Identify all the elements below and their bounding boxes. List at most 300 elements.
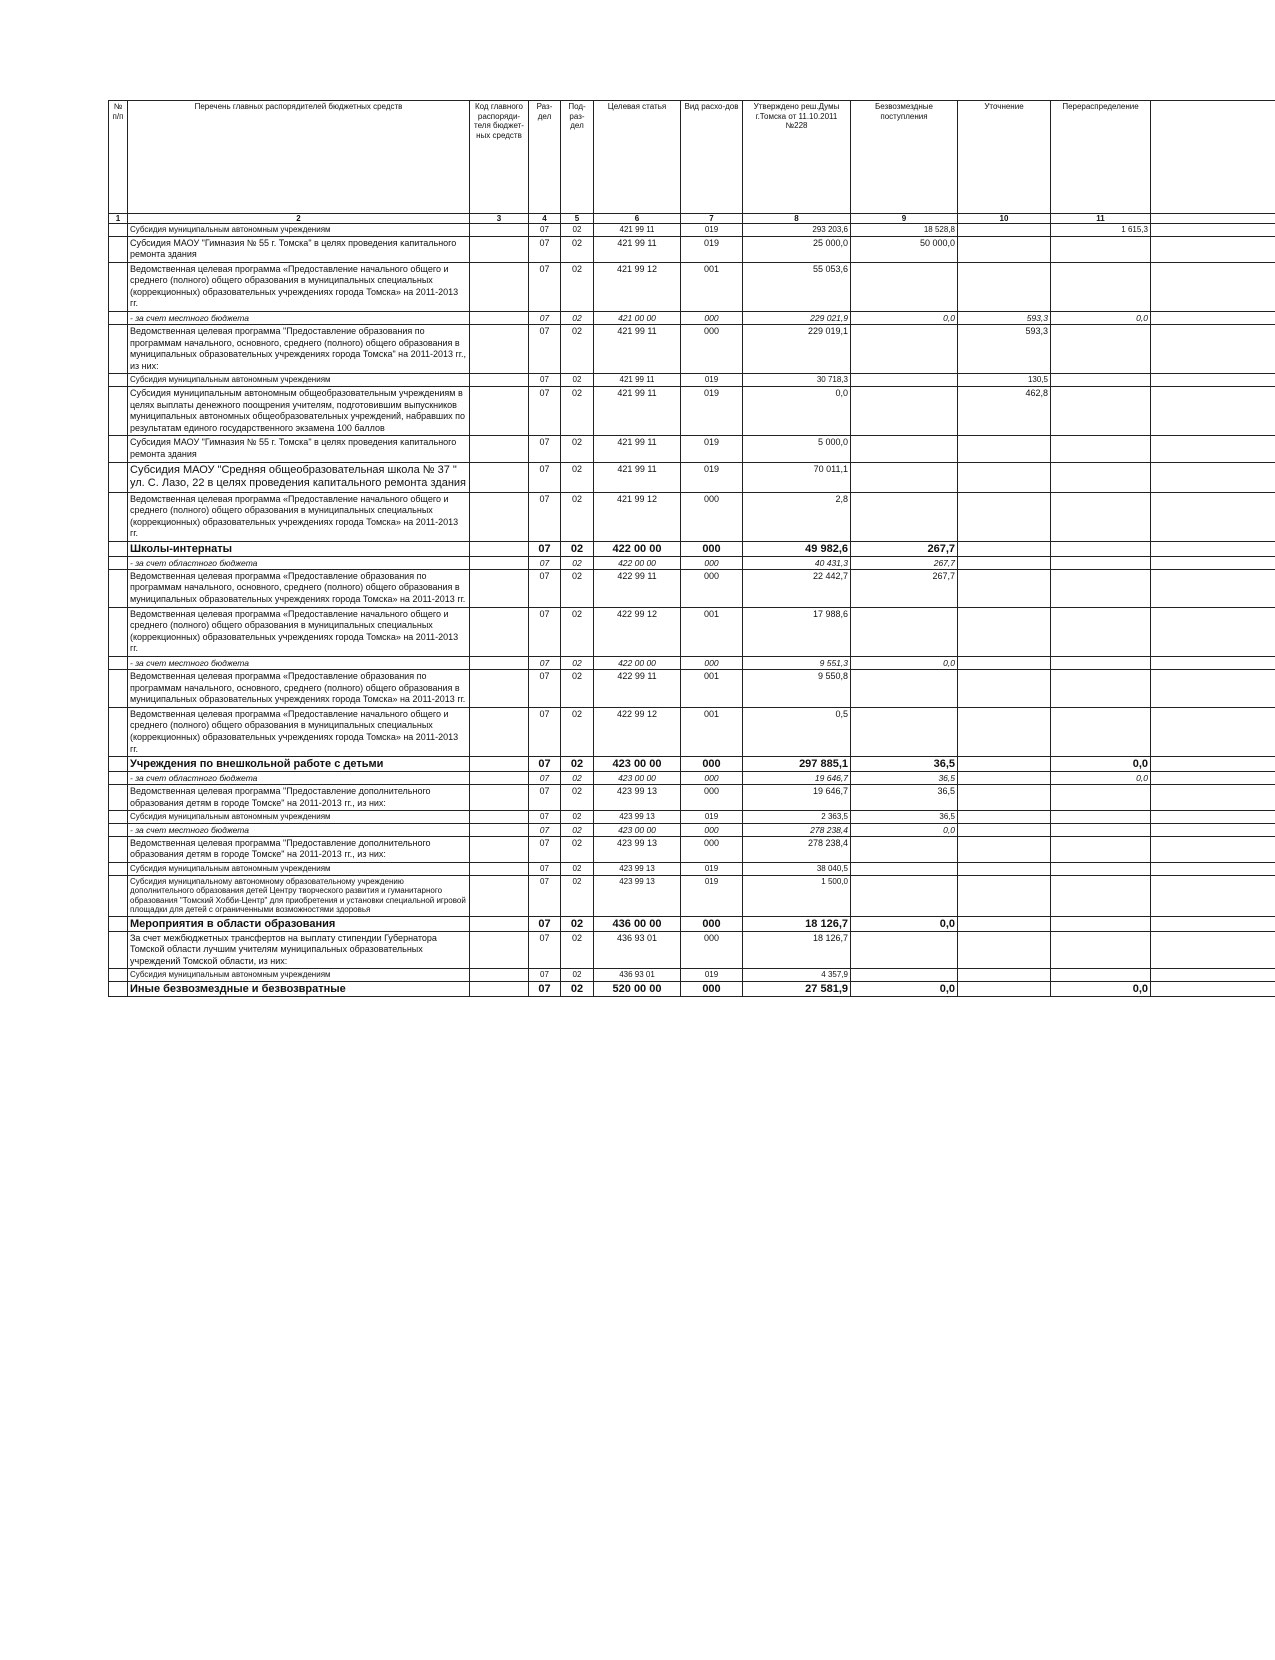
- row-target-article: 520 00 00: [594, 981, 681, 996]
- row-podrazdel: 02: [561, 569, 594, 607]
- column-number: 3: [470, 214, 529, 224]
- row-refinement: 593,3: [958, 312, 1051, 325]
- row-refinement: [958, 462, 1051, 492]
- row-target-article: 423 00 00: [594, 772, 681, 785]
- row-razdel: 07: [529, 670, 561, 708]
- row-code: [470, 462, 529, 492]
- row-number-cell: [109, 312, 128, 325]
- row-gratuitous: [851, 836, 958, 862]
- table-row: [109, 607, 1275, 656]
- row-refinement: [958, 607, 1051, 656]
- row-podrazdel: 02: [561, 374, 594, 387]
- column-number: 2: [128, 214, 470, 224]
- row-number-cell: [109, 224, 128, 237]
- row-target-article: 423 00 00: [594, 823, 681, 836]
- row-razdel: 07: [529, 492, 561, 541]
- row-name: Субсидия МАОУ "Гимназия № 55 г. Томска" в целях проведения капитального ремонта здания: [128, 436, 470, 462]
- row-name: Школы-интернаты: [128, 541, 470, 556]
- table-row: [109, 981, 1275, 996]
- row-refinement: [958, 931, 1051, 969]
- row-number-cell: [109, 492, 128, 541]
- row-gratuitous: [851, 670, 958, 708]
- row-gratuitous: [851, 462, 958, 492]
- row-target-article: 421 99 12: [594, 262, 681, 311]
- row-extra: [1151, 492, 1275, 541]
- row-razdel: 07: [529, 981, 561, 996]
- row-gratuitous: [851, 931, 958, 969]
- row-razdel: 07: [529, 236, 561, 262]
- row-gratuitous: 267,7: [851, 569, 958, 607]
- row-name: - за счет местного бюджета: [128, 657, 470, 670]
- row-podrazdel: 02: [561, 785, 594, 811]
- row-approved: 38 040,5: [743, 863, 851, 876]
- row-extra: [1151, 262, 1275, 311]
- row-expense-type: 000: [681, 836, 743, 862]
- row-code: [470, 863, 529, 876]
- row-redistribution: [1051, 785, 1151, 811]
- row-code: [470, 657, 529, 670]
- row-refinement: [958, 863, 1051, 876]
- row-razdel: 07: [529, 607, 561, 656]
- table-row: [109, 875, 1275, 916]
- column-number-row: [109, 214, 1275, 224]
- row-extra: [1151, 757, 1275, 772]
- budget-table: [108, 100, 1275, 997]
- row-number-cell: [109, 757, 128, 772]
- row-gratuitous: 0,0: [851, 657, 958, 670]
- row-refinement: [958, 757, 1051, 772]
- header-list: Перечень главных распорядителей бюджетных средств: [128, 101, 470, 214]
- row-target-article: 422 99 12: [594, 707, 681, 756]
- row-approved: 5 000,0: [743, 436, 851, 462]
- row-number-cell: [109, 836, 128, 862]
- table-row: [109, 541, 1275, 556]
- row-number-cell: [109, 325, 128, 374]
- row-refinement: [958, 981, 1051, 996]
- budget-table-body: [109, 224, 1275, 997]
- row-number-cell: [109, 981, 128, 996]
- row-name: За счет межбюджетных трансфертов на выплату стипендии Губернатора Томской области лучшим учителям муниципальных образовательных учреждений Томской области, из них:: [128, 931, 470, 969]
- row-name: Субсидия муниципальным автономным общеобразовательным учреждениям в целях выплаты денежного поощрения учителям, подготовившим выпускников муниципальных автономных общеобразовательных учреждений, набравших по результатам единого государственного экзамена 100 баллов: [128, 386, 470, 435]
- row-gratuitous: 50 000,0: [851, 236, 958, 262]
- row-approved: 55 053,6: [743, 262, 851, 311]
- table-row: [109, 569, 1275, 607]
- table-row: [109, 312, 1275, 325]
- table-row: [109, 262, 1275, 311]
- row-podrazdel: 02: [561, 875, 594, 916]
- row-target-article: 423 99 13: [594, 863, 681, 876]
- table-row: [109, 785, 1275, 811]
- row-gratuitous: [851, 969, 958, 982]
- row-refinement: [958, 262, 1051, 311]
- column-number: 6: [594, 214, 681, 224]
- row-name: Субсидия муниципальным автономным учреждениям: [128, 374, 470, 387]
- row-approved: 229 019,1: [743, 325, 851, 374]
- row-refinement: 130,5: [958, 374, 1051, 387]
- row-name: - за счет местного бюджета: [128, 823, 470, 836]
- row-gratuitous: 0,0: [851, 916, 958, 931]
- row-gratuitous: 36,5: [851, 785, 958, 811]
- row-code: [470, 541, 529, 556]
- row-razdel: 07: [529, 772, 561, 785]
- row-podrazdel: 02: [561, 863, 594, 876]
- row-number-cell: [109, 969, 128, 982]
- row-code: [470, 670, 529, 708]
- row-approved: 278 238,4: [743, 836, 851, 862]
- row-code: [470, 236, 529, 262]
- row-gratuitous: 18 528,8: [851, 224, 958, 237]
- table-row: [109, 374, 1275, 387]
- row-refinement: [958, 657, 1051, 670]
- row-expense-type: 019: [681, 969, 743, 982]
- row-extra: [1151, 875, 1275, 916]
- row-number-cell: [109, 707, 128, 756]
- row-number-cell: [109, 931, 128, 969]
- table-row: [109, 670, 1275, 708]
- row-redistribution: [1051, 707, 1151, 756]
- row-extra: [1151, 707, 1275, 756]
- row-gratuitous: 36,5: [851, 772, 958, 785]
- row-target-article: 421 99 11: [594, 236, 681, 262]
- row-gratuitous: 267,7: [851, 556, 958, 569]
- row-podrazdel: 02: [561, 836, 594, 862]
- row-razdel: 07: [529, 823, 561, 836]
- table-row: [109, 462, 1275, 492]
- row-podrazdel: 02: [561, 969, 594, 982]
- row-target-article: 436 00 00: [594, 916, 681, 931]
- row-code: [470, 757, 529, 772]
- table-row: [109, 969, 1275, 982]
- row-code: [470, 556, 529, 569]
- table-row: [109, 772, 1275, 785]
- row-number-cell: [109, 823, 128, 836]
- row-redistribution: [1051, 863, 1151, 876]
- row-redistribution: [1051, 916, 1151, 931]
- row-redistribution: [1051, 374, 1151, 387]
- table-row: [109, 916, 1275, 931]
- row-extra: [1151, 931, 1275, 969]
- table-row: [109, 811, 1275, 824]
- row-redistribution: [1051, 541, 1151, 556]
- row-expense-type: 000: [681, 541, 743, 556]
- row-refinement: [958, 492, 1051, 541]
- row-extra: [1151, 436, 1275, 462]
- row-number-cell: [109, 374, 128, 387]
- row-redistribution: [1051, 607, 1151, 656]
- row-extra: [1151, 969, 1275, 982]
- row-refinement: 462,8: [958, 386, 1051, 435]
- row-podrazdel: 02: [561, 811, 594, 824]
- row-approved: 22 442,7: [743, 569, 851, 607]
- row-code: [470, 969, 529, 982]
- header-target-article: Целевая статья: [594, 101, 681, 214]
- row-refinement: [958, 811, 1051, 824]
- column-number: 5: [561, 214, 594, 224]
- header-redistribution: Перераспределение: [1051, 101, 1151, 214]
- table-row: [109, 325, 1275, 374]
- row-number-cell: [109, 811, 128, 824]
- row-extra: [1151, 657, 1275, 670]
- row-gratuitous: 0,0: [851, 312, 958, 325]
- row-approved: 2,8: [743, 492, 851, 541]
- row-expense-type: 000: [681, 823, 743, 836]
- row-gratuitous: [851, 374, 958, 387]
- row-gratuitous: [851, 492, 958, 541]
- row-redistribution: [1051, 436, 1151, 462]
- row-podrazdel: 02: [561, 916, 594, 931]
- row-approved: 49 982,6: [743, 541, 851, 556]
- row-refinement: [958, 785, 1051, 811]
- row-target-article: 422 99 11: [594, 569, 681, 607]
- row-approved: 2 363,5: [743, 811, 851, 824]
- row-razdel: 07: [529, 312, 561, 325]
- header-code: Код главного распоряди-теля бюджет-ных средств: [470, 101, 529, 214]
- row-redistribution: [1051, 875, 1151, 916]
- row-expense-type: 019: [681, 863, 743, 876]
- row-expense-type: 000: [681, 312, 743, 325]
- table-row: [109, 823, 1275, 836]
- row-approved: 70 011,1: [743, 462, 851, 492]
- row-expense-type: 019: [681, 462, 743, 492]
- row-refinement: [958, 836, 1051, 862]
- row-approved: 25 000,0: [743, 236, 851, 262]
- header-row: [109, 101, 1275, 214]
- row-name: - за счет областного бюджета: [128, 556, 470, 569]
- row-extra: [1151, 785, 1275, 811]
- row-target-article: 421 99 11: [594, 436, 681, 462]
- row-expense-type: 019: [681, 224, 743, 237]
- row-approved: 27 581,9: [743, 981, 851, 996]
- row-redistribution: [1051, 262, 1151, 311]
- row-code: [470, 374, 529, 387]
- row-code: [470, 875, 529, 916]
- row-number-cell: [109, 569, 128, 607]
- row-refinement: [958, 436, 1051, 462]
- row-razdel: 07: [529, 262, 561, 311]
- row-podrazdel: 02: [561, 462, 594, 492]
- row-razdel: 07: [529, 436, 561, 462]
- row-podrazdel: 02: [561, 607, 594, 656]
- row-approved: 19 646,7: [743, 772, 851, 785]
- table-row: [109, 236, 1275, 262]
- row-refinement: [958, 556, 1051, 569]
- row-target-article: 421 99 11: [594, 325, 681, 374]
- row-razdel: 07: [529, 757, 561, 772]
- row-extra: [1151, 811, 1275, 824]
- row-razdel: 07: [529, 224, 561, 237]
- row-redistribution: [1051, 386, 1151, 435]
- row-name: Учреждения по внешкольной работе с детьми: [128, 757, 470, 772]
- row-target-article: 423 99 13: [594, 785, 681, 811]
- row-expense-type: 000: [681, 325, 743, 374]
- row-podrazdel: 02: [561, 823, 594, 836]
- row-code: [470, 772, 529, 785]
- row-redistribution: 0,0: [1051, 981, 1151, 996]
- row-expense-type: 019: [681, 386, 743, 435]
- table-row: [109, 224, 1275, 237]
- row-razdel: 07: [529, 569, 561, 607]
- row-refinement: [958, 969, 1051, 982]
- row-redistribution: [1051, 823, 1151, 836]
- row-target-article: 436 93 01: [594, 931, 681, 969]
- row-podrazdel: 02: [561, 436, 594, 462]
- row-number-cell: [109, 541, 128, 556]
- row-razdel: 07: [529, 556, 561, 569]
- row-refinement: [958, 916, 1051, 931]
- row-refinement: [958, 707, 1051, 756]
- row-target-article: 422 00 00: [594, 556, 681, 569]
- row-expense-type: 000: [681, 492, 743, 541]
- row-razdel: 07: [529, 657, 561, 670]
- row-approved: 278 238,4: [743, 823, 851, 836]
- row-razdel: 07: [529, 707, 561, 756]
- row-gratuitous: [851, 875, 958, 916]
- row-extra: [1151, 836, 1275, 862]
- row-razdel: 07: [529, 916, 561, 931]
- row-approved: 18 126,7: [743, 916, 851, 931]
- row-expense-type: 001: [681, 670, 743, 708]
- row-razdel: 07: [529, 462, 561, 492]
- row-name: Ведомственная целевая программа «Предоставление начального общего и среднего (полного) общего образования в муниципальных специальных (коррекционных) образовательных учреждениях города Томска» на 2011-2013 гг.: [128, 707, 470, 756]
- row-podrazdel: 02: [561, 707, 594, 756]
- row-approved: 30 718,3: [743, 374, 851, 387]
- row-expense-type: 000: [681, 569, 743, 607]
- header-refinement: Уточнение: [958, 101, 1051, 214]
- row-name: Субсидия МАОУ "Гимназия № 55 г. Томска" в целях проведения капитального ремонта здания: [128, 236, 470, 262]
- row-gratuitous: 36,5: [851, 757, 958, 772]
- row-expense-type: 000: [681, 931, 743, 969]
- row-redistribution: 0,0: [1051, 312, 1151, 325]
- row-code: [470, 569, 529, 607]
- row-code: [470, 436, 529, 462]
- row-redistribution: [1051, 969, 1151, 982]
- row-approved: 18 126,7: [743, 931, 851, 969]
- row-redistribution: [1051, 325, 1151, 374]
- header-razdel: Раз-дел: [529, 101, 561, 214]
- table-row: [109, 657, 1275, 670]
- row-name: Мероприятия в области образования: [128, 916, 470, 931]
- row-code: [470, 823, 529, 836]
- row-podrazdel: 02: [561, 312, 594, 325]
- row-target-article: 421 99 11: [594, 386, 681, 435]
- row-podrazdel: 02: [561, 224, 594, 237]
- row-name: Ведомственная целевая программа «Предоставление начального общего и среднего (полного) общего образования в муниципальных специальных (коррекционных) образовательных учреждениях города Томска» на 2011-2013 гг.: [128, 492, 470, 541]
- row-extra: [1151, 556, 1275, 569]
- table-row: [109, 386, 1275, 435]
- row-number-cell: [109, 785, 128, 811]
- row-expense-type: 019: [681, 811, 743, 824]
- row-target-article: 421 99 12: [594, 492, 681, 541]
- row-refinement: [958, 875, 1051, 916]
- column-number: [1151, 214, 1275, 224]
- column-number: 7: [681, 214, 743, 224]
- row-number-cell: [109, 916, 128, 931]
- row-approved: 4 357,9: [743, 969, 851, 982]
- row-gratuitous: 0,0: [851, 981, 958, 996]
- row-name: Субсидия МАОУ "Средняя общеобразовательная школа № 37 " ул. С. Лазо, 22 в целях проведения капитального ремонта здания: [128, 462, 470, 492]
- row-podrazdel: 02: [561, 236, 594, 262]
- row-extra: [1151, 312, 1275, 325]
- row-approved: 1 500,0: [743, 875, 851, 916]
- row-name: Ведомственная целевая программа "Предоставление образования по программам начального, основного, среднего (полного) общего образования в муниципальных образовательных учреждениях города Томска" на 2011-2013 гг., из них:: [128, 325, 470, 374]
- row-code: [470, 981, 529, 996]
- header-approved: Утверждено реш.Думы г.Томска от 11.10.2011 №228: [743, 101, 851, 214]
- row-razdel: 07: [529, 325, 561, 374]
- row-name: Ведомственная целевая программа «Предоставление начального общего и среднего (полного) общего образования в муниципальных специальных (коррекционных) образовательных учреждениях города Томска» на 2011-2013 гг.: [128, 607, 470, 656]
- row-approved: 0,0: [743, 386, 851, 435]
- row-number-cell: [109, 863, 128, 876]
- row-gratuitous: 36,5: [851, 811, 958, 824]
- row-extra: [1151, 863, 1275, 876]
- row-number-cell: [109, 875, 128, 916]
- row-refinement: 593,3: [958, 325, 1051, 374]
- row-name: Субсидия муниципальным автономным учреждениям: [128, 224, 470, 237]
- row-refinement: [958, 772, 1051, 785]
- row-approved: 297 885,1: [743, 757, 851, 772]
- row-razdel: 07: [529, 541, 561, 556]
- row-name: Ведомственная целевая программа «Предоставление начального общего и среднего (полного) общего образования в муниципальных специальных (коррекционных) образовательных учреждениях города Томска» на 2011-2013 гг.: [128, 262, 470, 311]
- row-refinement: [958, 823, 1051, 836]
- row-code: [470, 811, 529, 824]
- row-podrazdel: 02: [561, 757, 594, 772]
- row-name: Ведомственная целевая программа «Предоставление образования по программам начального, основного, среднего (полного) общего образования в муниципальных образовательных учреждениях города Томска» на 2011-2013 гг.: [128, 569, 470, 607]
- row-extra: [1151, 374, 1275, 387]
- table-row: [109, 863, 1275, 876]
- row-code: [470, 707, 529, 756]
- row-target-article: 421 99 11: [594, 374, 681, 387]
- row-code: [470, 916, 529, 931]
- row-extra: [1151, 670, 1275, 708]
- row-target-article: 423 99 13: [594, 836, 681, 862]
- row-redistribution: [1051, 670, 1151, 708]
- row-podrazdel: 02: [561, 981, 594, 996]
- row-podrazdel: 02: [561, 670, 594, 708]
- row-gratuitous: 267,7: [851, 541, 958, 556]
- row-razdel: 07: [529, 374, 561, 387]
- row-target-article: 422 99 12: [594, 607, 681, 656]
- row-extra: [1151, 325, 1275, 374]
- row-code: [470, 492, 529, 541]
- row-number-cell: [109, 236, 128, 262]
- row-redistribution: [1051, 556, 1151, 569]
- row-refinement: [958, 670, 1051, 708]
- header-podrazdel: Под-раз-дел: [561, 101, 594, 214]
- row-gratuitous: [851, 325, 958, 374]
- row-target-article: 423 00 00: [594, 757, 681, 772]
- row-gratuitous: [851, 386, 958, 435]
- row-expense-type: 001: [681, 707, 743, 756]
- row-razdel: 07: [529, 811, 561, 824]
- column-number: 4: [529, 214, 561, 224]
- row-number-cell: [109, 607, 128, 656]
- row-name: Ведомственная целевая программа "Предоставление дополнительного образования детям в городе Томске" на 2011-2013 гг., из них:: [128, 836, 470, 862]
- row-expense-type: 000: [681, 657, 743, 670]
- row-target-article: 436 93 01: [594, 969, 681, 982]
- column-number: 1: [109, 214, 128, 224]
- row-refinement: [958, 541, 1051, 556]
- row-extra: [1151, 981, 1275, 996]
- row-podrazdel: 02: [561, 541, 594, 556]
- row-extra: [1151, 224, 1275, 237]
- row-approved: 19 646,7: [743, 785, 851, 811]
- row-redistribution: 0,0: [1051, 772, 1151, 785]
- row-target-article: 422 00 00: [594, 541, 681, 556]
- row-target-article: 423 99 13: [594, 811, 681, 824]
- row-extra: [1151, 607, 1275, 656]
- row-redistribution: [1051, 462, 1151, 492]
- row-redistribution: 0,0: [1051, 757, 1151, 772]
- column-number: 8: [743, 214, 851, 224]
